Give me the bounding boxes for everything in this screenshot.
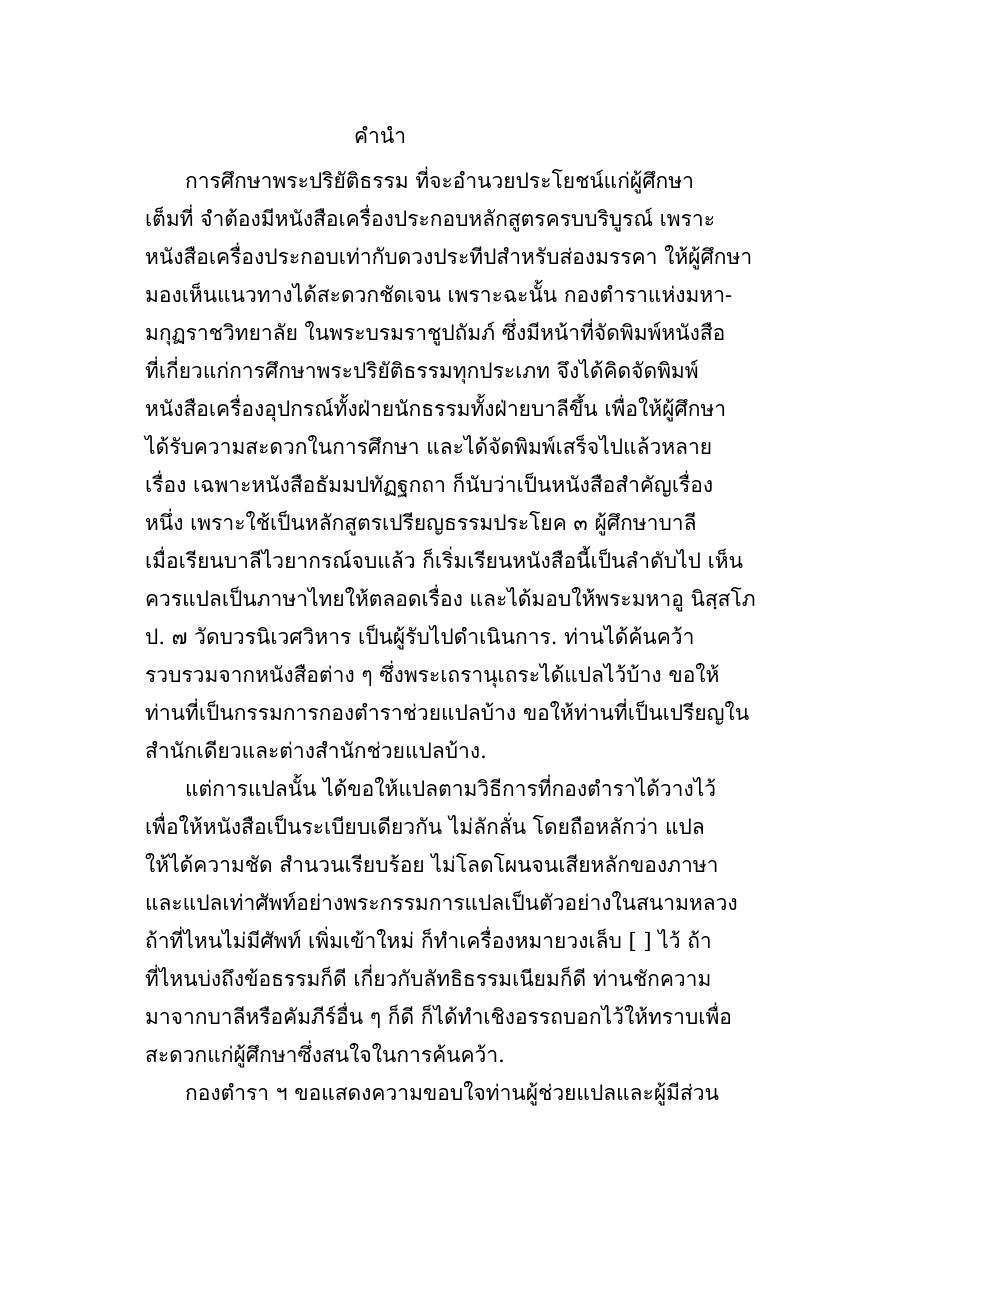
- text-line: หนังสือเครื่องประกอบเท่ากับดวงประทีปสำหรับส่องมรรคา ให้ผู้ศึกษา: [145, 245, 753, 269]
- text-line: มองเห็นแนวทางได้สะดวกชัดเจน เพราะฉะนั้น กองตำราแห่งมหา-: [145, 283, 733, 307]
- text-line: ควรแปลเป็นภาษาไทยให้ตลอดเรื่อง และได้มอบให้พระมหาอู นิสฺสโภ: [145, 587, 756, 611]
- text-line: หนังสือเครื่องอุปกรณ์ทั้งฝ่ายนักธรรมทั้งฝ่ายบาลีขึ้น เพื่อให้ผู้ศึกษา: [145, 397, 727, 421]
- text-line: เมื่อเรียนบาลีไวยากรณ์จบแล้ว ก็เริ่มเรียนหนังสือนี้เป็นลำดับไป เห็น: [145, 549, 743, 573]
- text-line: ท่านที่เป็นกรรมการกองตำราช่วยแปลบ้าง ขอให้ท่านที่เป็นเปรียญใน: [145, 701, 750, 725]
- text-line: เต็มที่ จำต้องมีหนังสือเครื่องประกอบหลักสูตรครบบริบูรณ์ เพราะ: [145, 207, 715, 231]
- text-line: หนึ่ง เพราะใช้เป็นหลักสูตรเปรียญธรรมประโยค ๓ ผู้ศึกษาบาลี: [145, 511, 697, 535]
- text-line: ให้ได้ความชัด สำนวนเรียบร้อย ไม่โลดโผนจนเสียหลักของภาษา: [145, 853, 719, 877]
- text-line: สำนักเดียวและต่างสำนักช่วยแปลบ้าง.: [145, 739, 487, 763]
- text-line: สะดวกแก่ผู้ศึกษาซึ่งสนใจในการค้นคว้า.: [145, 1043, 505, 1067]
- text-line: และแปลเท่าศัพท์อย่างพระกรรมการแปลเป็นตัวอย่างในสนามหลวง: [145, 891, 738, 915]
- text-line: กองตำรา ฯ ขอแสดงความขอบใจท่านผู้ช่วยแปลและผู้มีส่วน: [185, 1081, 719, 1105]
- text-line: ที่เกี่ยวแก่การศึกษาพระปริยัติธรรมทุกประเภท จึงได้คิดจัดพิมพ์: [145, 359, 699, 383]
- text-line: ได้รับความสะดวกในการศึกษา และได้จัดพิมพ์เสร็จไปแล้วหลาย: [145, 435, 713, 459]
- text-line: การศึกษาพระปริยัติธรรม ที่จะอำนวยประโยชน์แก่ผู้ศึกษา: [185, 169, 694, 193]
- text-line: ที่ไหนบ่งถึงข้อธรรมก็ดี เกี่ยวกับลัทธิธรรมเนียมก็ดี ท่านชักความ: [145, 967, 712, 991]
- text-line: เรื่อง เฉพาะหนังสือธัมมปทัฏฐกถา ก็นับว่าเป็นหนังสือสำคัญเรื่อง: [145, 473, 714, 497]
- text-line: รวบรวมจากหนังสือต่าง ๆ ซึ่งพระเถรานุเถระได้แปลไว้บ้าง ขอให้: [145, 663, 720, 687]
- text-line: มาจากบาลีหรือคัมภีร์อื่น ๆ ก็ดี ก็ได้ทำเชิงอรรถบอกไว้ให้ทราบเพื่อ: [145, 1005, 732, 1029]
- page-title: คำนำ: [354, 124, 406, 148]
- text-line: ถ้าที่ไหนไม่มีศัพท์ เพิ่มเข้าใหม่ ก็ทำเครื่องหมายวงเล็บ [ ] ไว้ ถ้า: [145, 929, 712, 953]
- text-line: เพื่อให้หนังสือเป็นระเบียบเดียวกัน ไม่ลักลั่น โดยถือหลักว่า แปล: [145, 815, 705, 839]
- text-line: มกุฏราชวิทยาลัย ในพระบรมราชูปถัมภ์ ซึ่งมีหน้าที่จัดพิมพ์หนังสือ: [145, 321, 726, 345]
- text-line: แต่การแปลนั้น ได้ขอให้แปลตามวิธีการที่กองตำราได้วางไว้: [185, 777, 717, 801]
- text-line: ป. ๗ วัดบวรนิเวศวิหาร เป็นผู้รับไปดำเนินการ. ท่านได้ค้นคว้า: [145, 625, 695, 649]
